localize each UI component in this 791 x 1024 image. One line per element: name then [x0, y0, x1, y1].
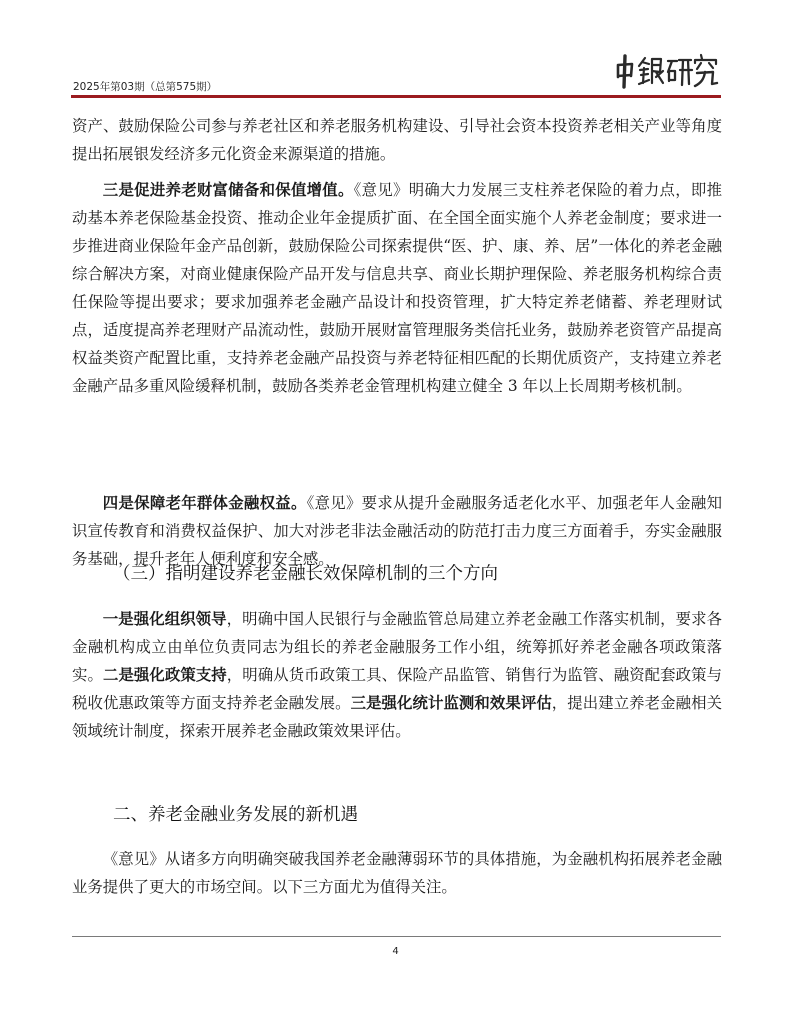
- paragraph-2: [72, 176, 722, 400]
- paragraph-4: [72, 605, 722, 745]
- paragraph-4-lead-2: 二是强化政策支持: [102, 666, 227, 684]
- paragraph-4-text-1: ，明确中国人民银行与金融监管总局建立养老金融工作落实机制，要求各金融机构成立由单位负责同志为组长的养老金融服务工作小组，统筹抓好养老金融各项政策落实。: [72, 610, 722, 684]
- logo-text: 中銀研究: [612, 50, 616, 51]
- paragraph-4-lead-3: 三是强化统计监测和效果评估: [350, 694, 552, 712]
- paragraph-4-text-2: ，明确从货币政策工具、保险产品监管、销售行为监管、融资配套政策与税收优惠政策等方面支持养老金融发展。: [72, 666, 722, 712]
- section-heading-3: （三）指明建设养老金融长效保障机制的三个方向: [113, 564, 498, 584]
- page-number: 4: [392, 946, 399, 957]
- paragraph-2-text: 《意见》明确大力发展三支柱养老保险的着力点，即推动基本养老保险基金投资、推动企业年金提质扩面、在全国全面实施个人养老金制度；要求进一步推进商业保险年金产品创新，鼓励保险公司探索提供“医、护、康、养、居”一体化的养老金融综合解决方案，对商业健康保险产品开发与信息共享、商业长期护理保险、养老服务机构综合责任保险等提出要求；要求加强养老金融产品设计和投资管理，扩大特定养老储蓄、养老理财试点，适度提高养老理财产品流动性，鼓励开展财富管理服务类信托业务，鼓励养老资管产品提高权益类资产配置比重，支持养老金融产品投资与养老特征相匹配的长期优质资产，支持建立养老金融产品多重风险缓释机制，鼓励各类养老金管理机构建立健全 3 年以上长周期考核机制。: [72, 181, 722, 395]
- paragraph-2-lead: 三是促进养老财富储备和保值增值。: [102, 181, 354, 199]
- paragraph-5: 《意见》从诸多方向明确突破我国养老金融薄弱环节的具体措施，为金融机构拓展养老金融业务提供了更大的市场空间。以下三方面尤为值得关注。: [72, 850, 722, 896]
- paragraph-3-lead: 四是保障老年群体金融权益。: [102, 494, 307, 512]
- section-heading-2: 二、养老金融业务发展的新机遇: [113, 805, 358, 825]
- footer-rule: [72, 936, 721, 937]
- header-rule: [71, 95, 721, 98]
- paragraph-4-lead-1: 一是强化组织领导: [102, 610, 227, 628]
- paragraph-4-text-3: ，提出建立养老金融相关领域统计制度，探索开展养老金融政策效果评估。: [72, 694, 722, 740]
- paragraph-3-text: 《意见》要求从提升金融服务适老化水平、加强老年人金融知识宣传教育和消费权益保护、加大对涉老非法金融活动的防范打击力度三方面着手，夯实金融服务基础，提升老年人便利度和安全感。: [72, 494, 722, 568]
- bank-research-logo: [612, 50, 722, 90]
- paragraph-1: 资产、鼓励保险公司参与养老社区和养老服务机构建设、引导社会资本投资养老相关产业等角度提出拓展银发经济多元化资金来源渠道的措施。: [72, 117, 722, 163]
- issue-label: 2025年第03期（总第575期）: [73, 81, 218, 93]
